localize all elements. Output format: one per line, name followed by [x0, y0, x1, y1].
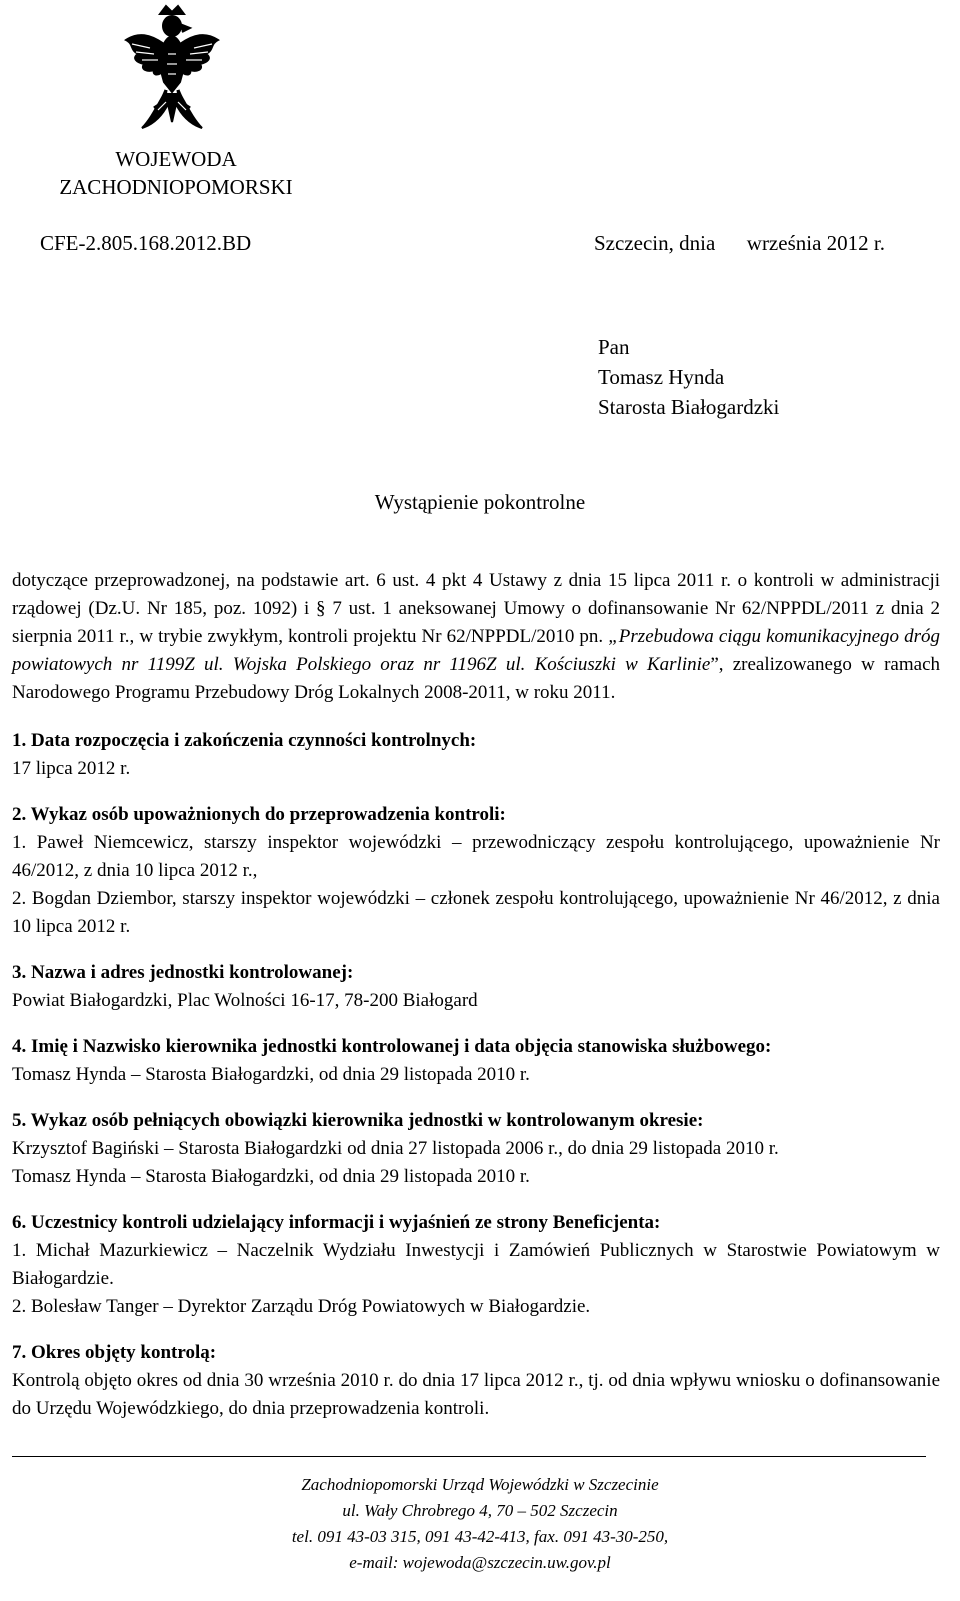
section-3 — [12, 959, 940, 1015]
section-6-item-2: 2. Bolesław Tanger – Dyrektor Zarządu Dróg Powiatowych w Białogardzie. — [12, 1296, 591, 1317]
addressee-salutation: Pan — [598, 335, 630, 359]
intro-paragraph — [12, 567, 940, 707]
intro-text-2: ”, zrealizowanego w ramach Narodowego Programu Przebudowy Dróg Lokalnych 2008-2011, w roku 2011. — [12, 654, 940, 703]
addressee-block — [598, 332, 779, 422]
intro-text-1: dotyczące przeprowadzonej, na podstawie art. 6 ust. 4 pkt 4 Ustawy z dnia 15 lipca 2011 r. o kontroli w administracji rządowej (Dz.U. Nr 185, poz. 1092) i § 7 ust. 1 aneksowanej Umowy o dofinansowanie Nr 62/NPPDL/2011 z dnia 2 sierpnia 2011 r., w trybie zwykłym, kontroli projektu Nr 62/NPPDL/2010 pn. — [12, 570, 940, 647]
section-3-text: Powiat Białogardzki, Plac Wolności 16-17, 78-200 Białogard — [12, 990, 478, 1011]
footer-contact — [0, 1472, 960, 1576]
addressee-name: Tomasz Hynda — [598, 365, 725, 389]
section-6-heading: 6. Uczestnicy kontroli udzielający informacji i wyjaśnień ze strony Beneficjenta: — [12, 1212, 661, 1233]
section-7 — [12, 1339, 940, 1423]
place-and-date: Szczecin, dnia września 2012 r. — [594, 231, 885, 255]
section-3-heading: 3. Nazwa i adres jednostki kontrolowanej: — [12, 962, 354, 983]
addressee-position: Starosta Białogardzki — [598, 395, 780, 419]
office-line-2: ZACHODNIOPOMORSKI — [59, 175, 293, 199]
footer-address: ul. Wały Chrobrego 4, 70 – 502 Szczecin — [342, 1501, 618, 1520]
section-1-text: 17 lipca 2012 r. — [12, 758, 131, 779]
footer-divider — [12, 1456, 926, 1457]
section-2-item-2: 2. Bogdan Dziembor, starszy inspektor wojewódzki – członek zespołu kontrolującego, upoważnienie Nr 46/2012, z dnia 10 lipca 2012 r. — [12, 888, 940, 937]
footer-phone: tel. 091 43-03 315, 091 43-42-413, fax. 091 43-30-250, — [291, 1527, 669, 1546]
issuing-office — [34, 145, 318, 201]
section-7-text: Kontrolą objęto okres od dnia 30 września 2010 r. do dnia 17 lipca 2012 r., tj. od dnia wpływu wniosku o dofinansowanie do Urzędu Wojewódzkiego, do dnia przeprowadzenia kontroli. — [12, 1370, 940, 1419]
office-line-1: WOJEWODA — [115, 147, 237, 171]
section-2 — [12, 801, 940, 941]
section-6-item-1: 1. Michał Mazurkiewicz – Naczelnik Wydziału Inwestycji i Zamówień Publicznych w Starostwie Powiatowym w Białogardzie. — [12, 1240, 940, 1289]
section-1-heading: 1. Data rozpoczęcia i zakończenia czynności kontrolnych: — [12, 730, 477, 751]
section-7-heading: 7. Okres objęty kontrolą: — [12, 1342, 217, 1363]
section-5 — [12, 1107, 940, 1191]
section-2-item-1: 1. Paweł Niemcewicz, starszy inspektor wojewódzki – przewodniczący zespołu kontrolującego, upoważnienie Nr 46/2012, z dnia 10 lipca 2012 r., — [12, 832, 940, 881]
section-6 — [12, 1209, 940, 1321]
section-4-heading: 4. Imię i Nazwisko kierownika jednostki kontrolowanej i data objęcia stanowiska służbowego: — [12, 1036, 772, 1057]
footer-office-name: Zachodniopomorski Urząd Wojewódzki w Szczecinie — [301, 1475, 659, 1494]
section-5-line-2: Tomasz Hynda – Starosta Białogardzki, od dnia 29 listopada 2010 r. — [12, 1166, 530, 1187]
section-1 — [12, 727, 940, 783]
footer-email: e-mail: wojewoda@szczecin.uw.gov.pl — [349, 1553, 611, 1572]
document-title: Wystąpienie pokontrolne — [374, 490, 586, 514]
section-5-heading: 5. Wykaz osób pełniących obowiązki kierownika jednostki w kontrolowanym okresie: — [12, 1110, 704, 1131]
section-4 — [12, 1033, 940, 1089]
project-name: „Przebudowa ciągu komunikacyjnego dróg powiatowych nr 1199Z ul. Wojska Polskiego oraz nr 1196Z ul. Kościuszki w Karlinie — [12, 626, 940, 675]
document-body — [12, 567, 940, 1423]
polish-eagle-emblem-icon — [120, 4, 224, 134]
reference-number: CFE-2.805.168.2012.BD — [40, 231, 252, 255]
section-4-text: Tomasz Hynda – Starosta Białogardzki, od dnia 29 listopada 2010 r. — [12, 1064, 530, 1085]
section-2-heading: 2. Wykaz osób upoważnionych do przeprowadzenia kontroli: — [12, 804, 506, 825]
section-5-line-1: Krzysztof Bagiński – Starosta Białogardzki od dnia 27 listopada 2006 r., do dnia 29 listopada 2010 r. — [12, 1138, 779, 1159]
